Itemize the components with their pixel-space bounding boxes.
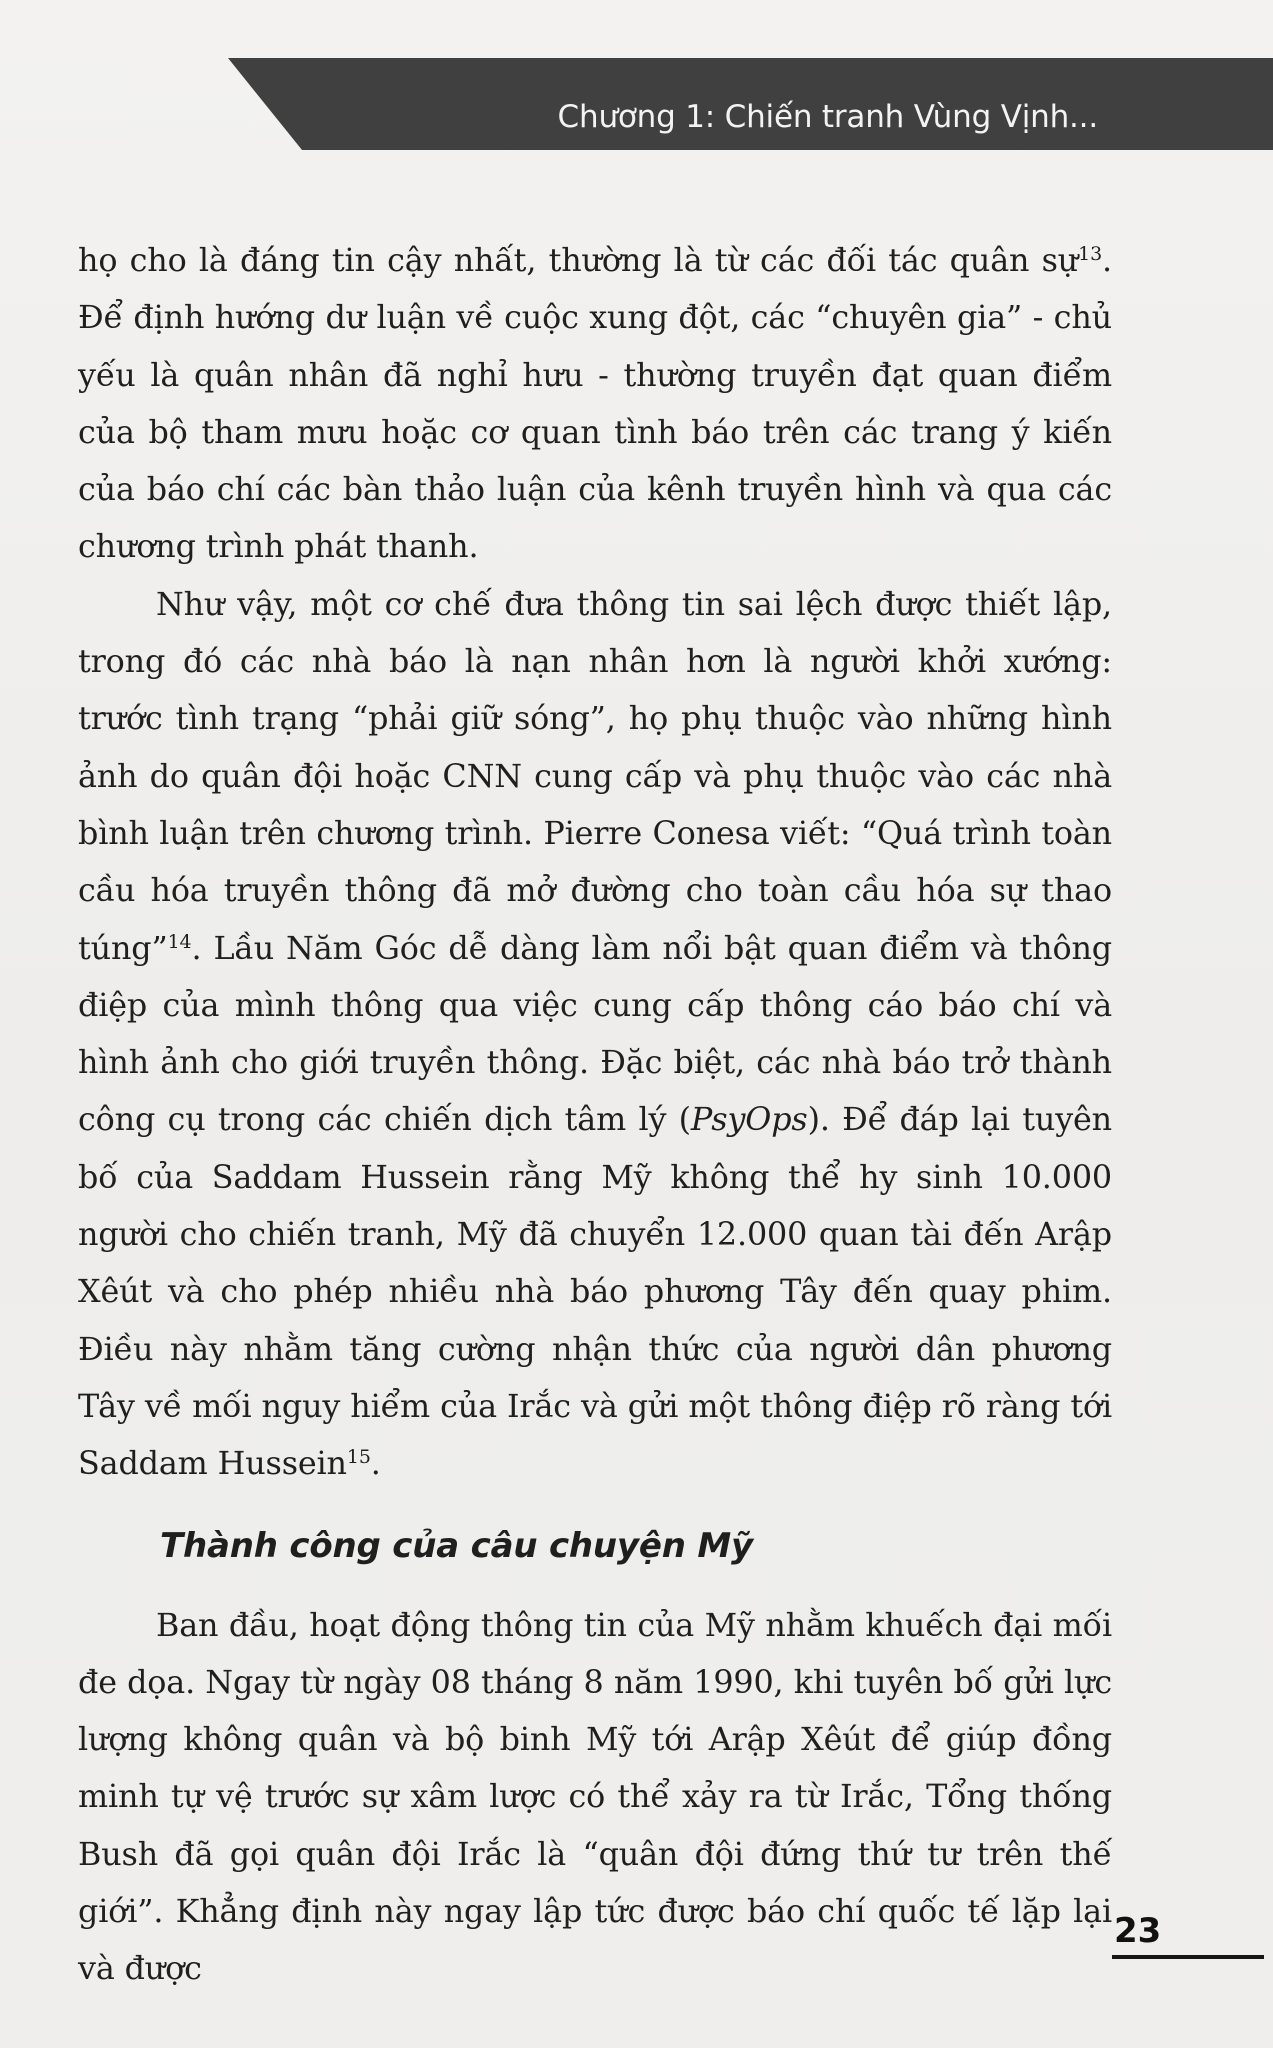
paragraph-2: [78, 576, 1112, 1493]
paragraph-3: Ban đầu, hoạt động thông tin của Mỹ nhằm khuếch đại mối đe dọa. Ngay từ ngày 08 tháng 8 năm 1990, khi tuyên bố gửi lực lượng không quân và bộ binh Mỹ tới Arập Xêút để giúp đồng minh tự vệ trước sự xâm lược có thể xảy ra từ Irắc, Tổng thống Bush đã gọi quân đội Irắc là “quân đội đứng thứ tư trên thế giới”. Khẳng định này ngay lập tức được báo chí quốc tế lặp lại và được: [78, 1606, 1112, 1988]
section-heading: Thành công của câu chuyện Mỹ: [160, 1525, 753, 1566]
page-number-rule: [1112, 1955, 1264, 1959]
paragraph-2-text-2: . Lầu Năm Góc dễ dàng làm nổi bật quan điểm và thông điệp của mình thông qua việc cung cấp thông cáo báo chí và hình ảnh cho giới truyền thông. Đặc biệt, các nhà báo trở thành công cụ trong các chiến dịch tâm lý (: [78, 929, 1112, 1139]
paragraph-1-text-2: . Để định hướng dư luận về cuộc xung đột, các “chuyên gia” - chủ yếu là quân nhân đã nghỉ hưu - thường truyền đạt quan điểm của bộ tham mưu hoặc cơ quan tình báo trên các trang ý kiến của báo chí các bàn thảo luận của kênh truyền hình và qua các chương trình phát thanh.: [78, 242, 1112, 566]
footnote-15-marker: 15: [346, 1446, 371, 1469]
page-number: 23: [1114, 1911, 1162, 1951]
footnote-13-marker: 13: [1078, 243, 1103, 265]
chapter-title: Chương 1: Chiến tranh Vùng Vịnh...: [557, 99, 1098, 135]
paragraph-2-text-4: .: [370, 1445, 381, 1483]
footnote-14-marker: 14: [167, 930, 192, 953]
paragraph-1-text-1: họ cho là đáng tin cậy nhất, thường là từ các đối tác quân sự: [78, 242, 1079, 279]
paragraph-2-text-3: ). Để đáp lại tuyên bố của Saddam Hussein rằng Mỹ không thể hy sinh 10.000 người cho chiến tranh, Mỹ đã chuyển 12.000 quan tài đến Arập Xêút và cho phép nhiều nhà báo phương Tây đến quay phim. Điều này nhằm tăng cường nhận thức của người dân phương Tây về mối nguy hiểm của Irắc và gửi một thông điệp rõ ràng tới Saddam Hussein: [78, 1101, 1113, 1483]
psyops-term: PsyOps: [690, 1101, 808, 1139]
paragraph-2-text-1: Như vậy, một cơ chế đưa thông tin sai lệch được thiết lập, trong đó các nhà báo là nạn nhân hơn là người khởi xướng: trước tình trạng “phải giữ sóng”, họ phụ thuộc vào những hình ảnh do quân đội hoặc CNN cung cấp và phụ thuộc vào các nhà bình luận trên chương trình. Pierre Conesa viết: “Quá trình toàn cầu hóa truyền thông đã mở đường cho toàn cầu hóa sự thao túng”: [78, 585, 1112, 967]
page-body: [78, 232, 1112, 1998]
paragraph-1: [78, 232, 1112, 576]
